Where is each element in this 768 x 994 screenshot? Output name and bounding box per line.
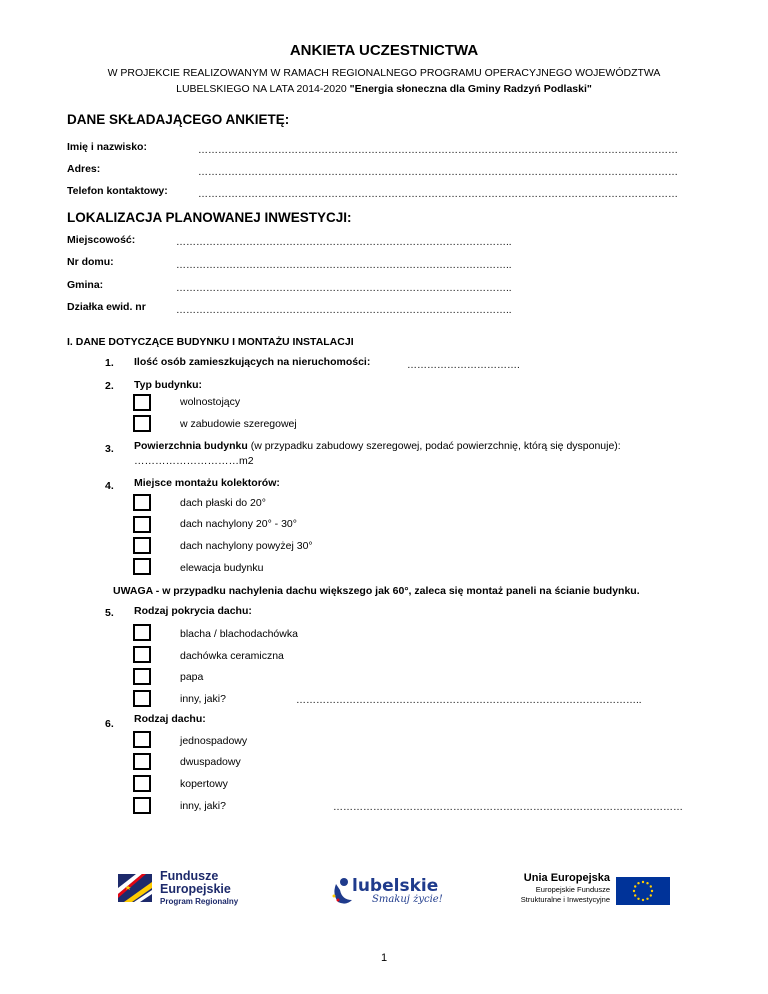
option-mono-pitch: jednospadowy [180,735,248,747]
cover-other-field[interactable]: ………………………………………………………………………………………….. [296,695,642,706]
option-roof-other: inny, jaki? [180,800,226,812]
checkbox-facade[interactable] [133,558,151,575]
checkbox-sheet-metal[interactable] [133,624,151,641]
town-label: Miejscowość: [67,234,136,246]
checkbox-terraced[interactable] [133,415,151,432]
page-title: ANKIETA UCZESTNICTWA [289,42,479,59]
option-hip: kopertowy [180,778,228,790]
eu-line1: Unia Europejska [523,872,610,884]
eu-line3: Strukturalne i Inwestycyjne [520,895,610,904]
checkbox-gable[interactable] [133,753,151,770]
house-number-field[interactable]: ……………………………………………………………………………………….. [176,260,512,271]
option-roofing-felt: papa [180,671,204,683]
roof-other-field[interactable]: …………………………………………………………………………………………… [333,802,683,813]
commune-field[interactable]: ……………………………………………………………………………………….. [176,283,512,294]
name-label: Imię i nazwisko: [67,141,147,153]
eu-text [500,872,610,905]
q1-label: Ilość osób zamieszkujących na nieruchomości: [134,356,371,368]
name-field[interactable]: ……………………………………………………………………………………………………………………………… [198,145,678,156]
phone-label: Telefon kontaktowy: [67,185,168,197]
q3-label-plain: (w przypadku zabudowy szeregowej, podać powierzchnię, którą się dysponuje): [247,440,621,452]
q3-label-bold: Powierzchnia budynku [134,440,248,452]
applicant-heading: DANE SKŁADAJĄCEGO ANKIETĘ: [67,112,290,127]
lubelskie-logo-icon [330,876,354,906]
option-detached: wolnostojący [180,396,241,408]
q3-number: 3. [105,443,114,455]
warning-note: UWAGA - w przypadku nachylenia dachu większego jak 60°, zaleca się montaż paneli na ścianie budynku. [113,585,640,597]
phone-field[interactable]: ……………………………………………………………………………………………………………………………… [198,189,678,200]
fe-line3: Program Regionalny [160,897,239,906]
lubelskie-slogan: Smakuj życie! [372,894,443,905]
eu-line2: Europejskie Fundusze [535,885,610,894]
checkbox-ceramic-tile[interactable] [133,646,151,663]
option-gable: dwuspadowy [180,756,241,768]
option-roof-20-30: dach nachylony 20° - 30° [180,518,297,530]
checkbox-flat-roof[interactable] [133,494,151,511]
q5-number: 5. [105,607,114,619]
checkbox-roof-over-30[interactable] [133,537,151,554]
town-field[interactable]: ……………………………………………………………………………………….. [176,237,512,248]
q2-number: 2. [105,380,114,392]
checkbox-detached[interactable] [133,394,151,411]
option-ceramic-tile: dachówka ceramiczna [180,650,284,662]
address-label: Adres: [67,163,101,175]
checkbox-mono-pitch[interactable] [133,731,151,748]
q4-label: Miejsce montażu kolektorów: [134,477,280,489]
q5-label: Rodzaj pokrycia dachu: [134,605,252,617]
page-number: 1 [380,952,388,964]
option-facade: elewacja budynku [180,562,264,574]
section1-heading: I. DANE DOTYCZĄCE BUDYNKU I MONTAŻU INSTALACJI [67,336,354,348]
commune-label: Gmina: [67,279,104,291]
subtitle-line1: W PROJEKCIE REALIZOWANYM W RAMACH REGIONALNEGO PROGRAMU OPERACYJNEGO WOJEWÓDZTWA [107,67,661,79]
location-heading: LOKALIZACJA PLANOWANEJ INWESTYCJI: [67,210,352,225]
plot-label: Działka ewid. nr [67,301,146,313]
q6-label: Rodzaj dachu: [134,713,206,725]
q2-label: Typ budynku: [134,379,203,391]
checkbox-roof-20-30[interactable] [133,516,151,533]
option-sheet-metal: blacha / blachodachówka [180,628,298,640]
fundusze-europejskie-logo-icon [114,868,156,906]
plot-field[interactable]: ……………………………………………………………………………………….. [176,305,512,316]
checkbox-roofing-felt[interactable] [133,668,151,685]
subtitle-line2 [0,83,768,95]
checkbox-hip[interactable] [133,775,151,792]
option-cover-other: inny, jaki? [180,693,226,705]
option-flat-roof: dach płaski do 20° [180,497,266,509]
option-terraced: w zabudowie szeregowej [180,418,297,430]
house-number-label: Nr domu: [67,256,114,268]
q4-number: 4. [105,480,114,492]
subtitle-plain: LUBELSKIEGO NA LATA 2014-2020 [176,83,350,95]
fe-line1: Fundusze [160,869,219,883]
q3-label [134,440,694,452]
checkbox-roof-other[interactable] [133,797,151,814]
lubelskie-text: lubelskie [352,876,439,896]
q6-number: 6. [105,718,114,730]
option-roof-over-30: dach nachylony powyżej 30° [180,540,313,552]
fe-line2: Europejskie [160,882,231,896]
q1-field[interactable]: ……………………………. [407,360,520,371]
checkbox-cover-other[interactable] [133,690,151,707]
q3-field[interactable]: …………………………m2 [134,455,254,467]
fundusze-europejskie-text [160,870,238,907]
address-field[interactable]: ……………………………………………………………………………………………………………………………… [198,167,678,178]
project-name: "Energia słoneczna dla Gminy Radzyń Podlaski" [349,83,592,95]
q1-number: 1. [105,357,114,369]
eu-flag-icon [616,877,670,905]
